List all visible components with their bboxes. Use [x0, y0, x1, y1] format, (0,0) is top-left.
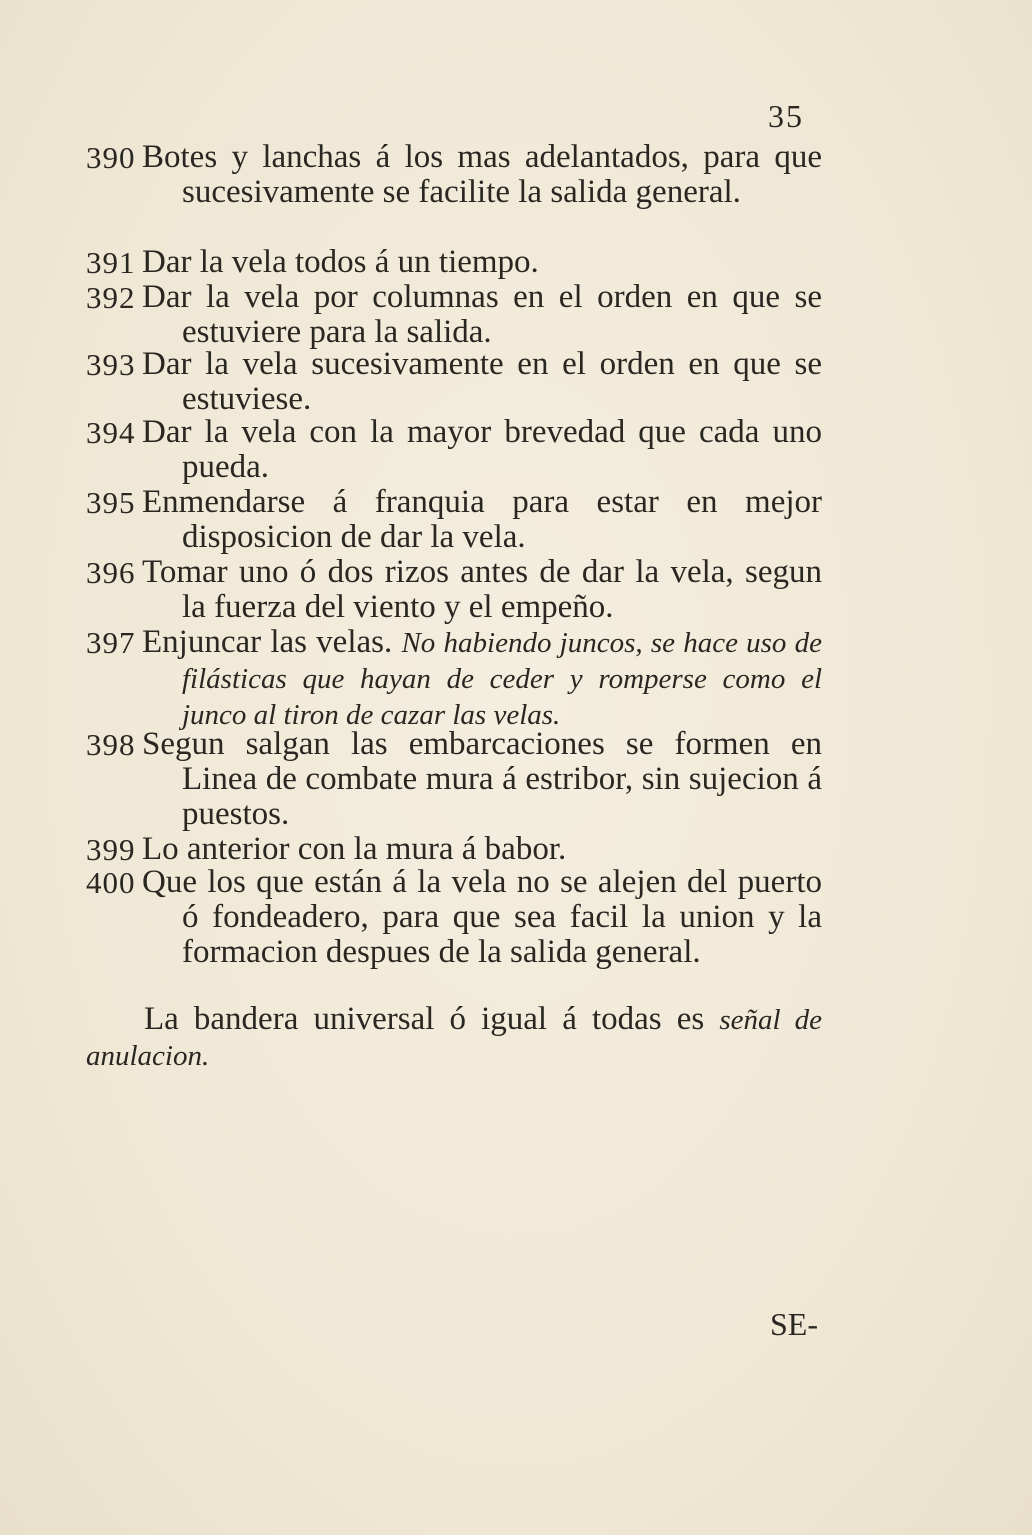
entry-number: 394 [86, 415, 136, 450]
entry-number: 397 [86, 625, 136, 660]
entry-number: 390 [86, 140, 136, 175]
entry-number: 395 [86, 485, 136, 520]
entry-text: Tomar uno ó dos rizos antes de dar la vela, segun la fuerza del viento y el empeño. [142, 554, 822, 625]
entry-394 [86, 415, 822, 485]
entry-391 [86, 245, 822, 280]
entry-392 [86, 280, 822, 350]
entry-text-italic: No habiendo juncos, se hace uso de filásticas que hayan de ceder y romperse como el junco al tiron de cazar las velas. [182, 627, 823, 731]
catchword: SE- [770, 1306, 818, 1342]
entry-395 [86, 485, 822, 555]
entry-text-roman: Enjuncar las velas. [142, 624, 393, 660]
entry-number: 398 [86, 727, 136, 762]
entry-text: Dar la vela por columnas en el orden en que se estuviere para la salida. [142, 279, 822, 350]
entry-text: Dar la vela con la mayor brevedad que cada uno pueda. [142, 414, 822, 485]
page-number: 35 [768, 98, 804, 134]
entry-400 [86, 865, 822, 970]
entry-text: Botes y lanchas á los mas adelantados, para que sucesivamente se facilite la salida general. [142, 139, 822, 210]
entry-number: 399 [86, 832, 136, 867]
closing-paragraph [86, 1002, 822, 1074]
entry-396 [86, 555, 822, 625]
entry-number: 393 [86, 347, 136, 382]
closing-text: La bandera universal ó igual á todas es [144, 1001, 705, 1037]
entry-text: Dar la vela todos á un tiempo. [142, 244, 539, 280]
entry-390 [86, 140, 822, 210]
entry-398 [86, 727, 822, 832]
entry-399 [86, 832, 822, 867]
entry-397 [86, 625, 822, 733]
entry-number: 392 [86, 280, 136, 315]
entry-393 [86, 347, 822, 417]
entry-text: Segun salgan las embarcaciones se formen en Linea de combate mura á estribor, sin sujecion á puestos. [142, 726, 822, 832]
closing-italic: señal de anulacion. [86, 1004, 823, 1072]
entry-number: 391 [86, 245, 136, 280]
entry-text [142, 625, 822, 733]
entry-text: Dar la vela sucesivamente en el orden en que se estuviese. [142, 346, 822, 417]
entry-text: Que los que están á la vela no se alejen del puerto ó fondeadero, para que sea facil la union y la formacion despues de la salida general. [142, 864, 822, 970]
entry-text: Enmendarse á franquia para estar en mejor disposicion de dar la vela. [142, 484, 822, 555]
entry-number: 396 [86, 555, 136, 590]
entry-number: 400 [86, 865, 136, 900]
entry-text: Lo anterior con la mura á babor. [142, 831, 567, 867]
